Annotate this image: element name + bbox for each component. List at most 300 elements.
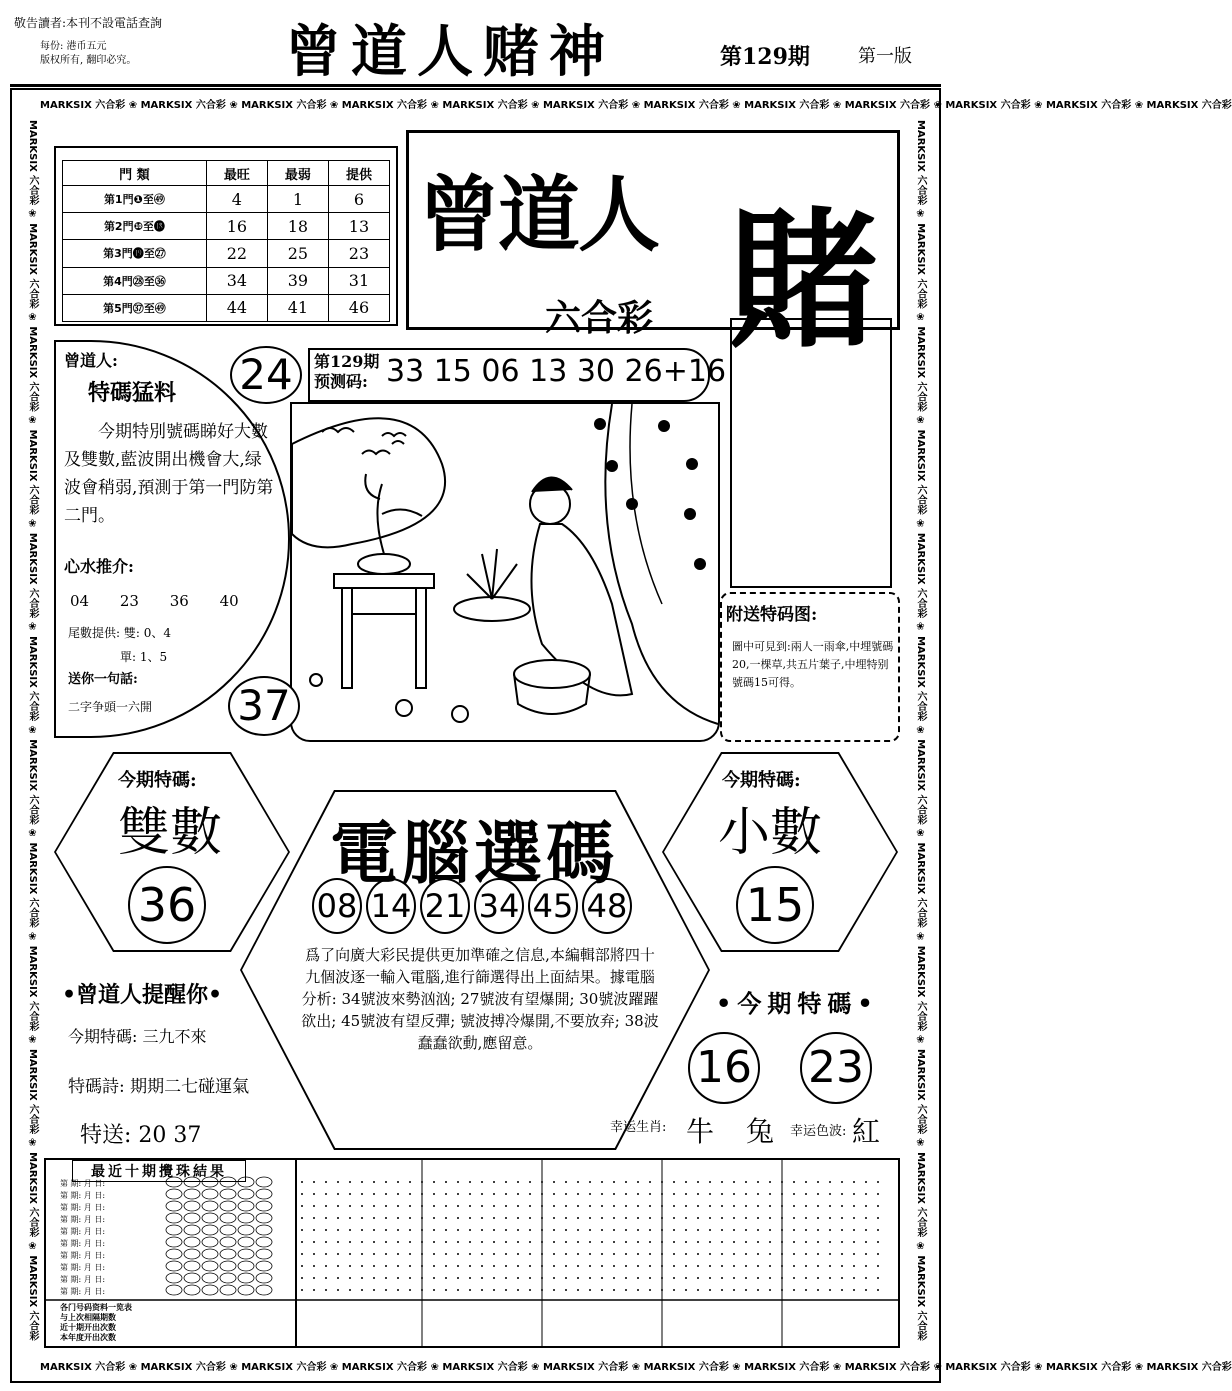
grid-dot [637, 1229, 639, 1231]
grid-dot [349, 1181, 351, 1183]
grid-dot [337, 1289, 339, 1291]
grid-dot [493, 1253, 495, 1255]
grid-dot [829, 1241, 831, 1243]
history-ball-slot [184, 1249, 200, 1259]
grid-dot [817, 1289, 819, 1291]
special-number-2: 23 [800, 1032, 872, 1104]
grid-dot [433, 1265, 435, 1267]
grid-dot [517, 1289, 519, 1291]
grid-dot [613, 1241, 615, 1243]
grid-dot [877, 1277, 879, 1279]
grid-dot [793, 1277, 795, 1279]
special-title: •今期特碼• [716, 989, 879, 1018]
grid-dot [793, 1253, 795, 1255]
gift-text: 圖中可見到:兩人一雨傘,中埋號碼20,一棵草,共五片葉子,中埋特别號碼15可得。 [732, 640, 894, 689]
grid-dot [769, 1253, 771, 1255]
grid-dot [313, 1253, 315, 1255]
table-row [63, 213, 390, 240]
cell-offer: 23 [328, 240, 389, 267]
history-ball-slot [166, 1273, 182, 1283]
grid-dot [361, 1181, 363, 1183]
grid-dot [877, 1205, 879, 1207]
grid-dot [817, 1265, 819, 1267]
grid-dot [505, 1181, 507, 1183]
grid-dot [685, 1277, 687, 1279]
history-ball-slot [202, 1285, 218, 1295]
grid-dot [817, 1241, 819, 1243]
history-ball-slot [166, 1285, 182, 1295]
grid-dot [817, 1217, 819, 1219]
left-hex-big-text: 雙數 [118, 803, 223, 863]
grid-dot [301, 1205, 303, 1207]
grid-dot [601, 1265, 603, 1267]
grid-dot [349, 1193, 351, 1195]
grid-dot [553, 1241, 555, 1243]
copyright-line: 版权所有, 翻印必究。 [40, 55, 137, 66]
history-ball-slot [184, 1213, 200, 1223]
grid-dot [841, 1217, 843, 1219]
grid-dot [829, 1277, 831, 1279]
computer-title: 電腦選碼 [330, 814, 619, 894]
grid-dot [505, 1193, 507, 1195]
grid-dot [457, 1193, 459, 1195]
grid-dot [613, 1205, 615, 1207]
grid-dot [685, 1181, 687, 1183]
history-ball-slot [202, 1261, 218, 1271]
grid-dot [301, 1289, 303, 1291]
grid-dot [409, 1241, 411, 1243]
grid-dot [817, 1277, 819, 1279]
grid-dot [853, 1289, 855, 1291]
grid-dot [877, 1217, 879, 1219]
saying-text: 二字争頭一六開 [68, 700, 153, 714]
grid-dot [601, 1217, 603, 1219]
grid-dot [685, 1241, 687, 1243]
grid-dot [649, 1205, 651, 1207]
grid-dot [445, 1277, 447, 1279]
history-ball-slot [220, 1237, 236, 1247]
lucky-zodiac: 牛 [686, 1115, 715, 1148]
grid-dot [721, 1229, 723, 1231]
history-ball-slot [256, 1225, 272, 1235]
marksix-strip-left: MARKSIX 六合彩 ❀ MARKSIX 六合彩 ❀ MARKSIX 六合彩 ❀ MARKSIX 六合彩 ❀ MARKSIX 六合彩 ❀ MARKSIX 六合彩 ❀ MARKSIX 六合彩 ❀ MARKSIX 六合彩 ❀ MARKSIX 六合彩 ❀ MARKSIX 六合彩 ❀ MARKSIX 六合彩 ❀ MARKSIX 六合彩 [27, 120, 38, 1341]
grid-dot [433, 1181, 435, 1183]
grid-dot [565, 1277, 567, 1279]
header-cell: 提供 [328, 161, 389, 186]
recommend-label: 心水推介: [64, 557, 134, 576]
grid-dot [577, 1229, 579, 1231]
grid-dot [601, 1289, 603, 1291]
grid-dot [805, 1277, 807, 1279]
grid-dot [589, 1253, 591, 1255]
edition-label: 第一版 [858, 46, 912, 67]
grid-dot [601, 1205, 603, 1207]
grid-dot [637, 1241, 639, 1243]
grid-dot [745, 1193, 747, 1195]
grid-dot [601, 1229, 603, 1231]
grid-dot [637, 1181, 639, 1183]
grid-dot [301, 1217, 303, 1219]
grid-dot [601, 1241, 603, 1243]
grid-dot [433, 1277, 435, 1279]
grid-dot [865, 1205, 867, 1207]
grid-dot [745, 1241, 747, 1243]
grid-dot [373, 1193, 375, 1195]
grid-dot [301, 1277, 303, 1279]
grid-dot [697, 1253, 699, 1255]
prediction-numbers: 33 15 06 13 30 26+16 [386, 354, 727, 389]
grid-dot [877, 1193, 879, 1195]
grid-dot [349, 1229, 351, 1231]
grid-dot [649, 1241, 651, 1243]
left-hex-number: 36 [128, 866, 206, 944]
grid-dot [805, 1241, 807, 1243]
grid-dot [313, 1229, 315, 1231]
grid-dot [637, 1253, 639, 1255]
grid-dot [793, 1241, 795, 1243]
history-row-label: 第 期: 月 日: [60, 1227, 106, 1236]
grid-dot [373, 1253, 375, 1255]
grid-dot [685, 1229, 687, 1231]
grid-dot [673, 1265, 675, 1267]
grid-dot [853, 1253, 855, 1255]
grid-dot [397, 1205, 399, 1207]
grid-dot [337, 1229, 339, 1231]
grid-dot [373, 1205, 375, 1207]
grid-dot [373, 1277, 375, 1279]
tail-numbers-even: 尾數提供: 雙: 0、4 [68, 626, 171, 640]
history-ball-slot [238, 1225, 254, 1235]
grid-dot [301, 1229, 303, 1231]
grid-dot [697, 1181, 699, 1183]
history-row-label: 第 期: 月 日: [60, 1215, 106, 1224]
grid-dot [337, 1193, 339, 1195]
grid-dot [445, 1289, 447, 1291]
grid-dot [625, 1241, 627, 1243]
history-ball-slot [202, 1225, 218, 1235]
lucky-color-label: 幸运色波: [790, 1124, 847, 1139]
cell-min: 18 [267, 213, 328, 240]
grid-dot [397, 1253, 399, 1255]
grid-dot [493, 1205, 495, 1207]
grid-dot [841, 1181, 843, 1183]
grid-dot [577, 1193, 579, 1195]
grid-dot [721, 1193, 723, 1195]
grid-dot [613, 1265, 615, 1267]
grid-dot [877, 1289, 879, 1291]
grid-dot [745, 1229, 747, 1231]
grid-dot [385, 1277, 387, 1279]
cell-min: 41 [267, 294, 328, 321]
grid-dot [469, 1289, 471, 1291]
grid-dot [481, 1253, 483, 1255]
grid-dot [505, 1277, 507, 1279]
grid-dot [565, 1241, 567, 1243]
history-ball-slot [166, 1261, 182, 1271]
history-ball-slot [184, 1201, 200, 1211]
grid-dot [361, 1277, 363, 1279]
history-ball-slot [166, 1225, 182, 1235]
grid-dot [685, 1217, 687, 1219]
grid-dot [625, 1265, 627, 1267]
history-ball-slot [202, 1201, 218, 1211]
grid-dot [349, 1241, 351, 1243]
header-cell: 最旺 [206, 161, 267, 186]
grid-dot [361, 1241, 363, 1243]
grid-dot [445, 1193, 447, 1195]
grid-dot [589, 1229, 591, 1231]
grid-dot [745, 1277, 747, 1279]
grid-dot [757, 1253, 759, 1255]
grid-dot [709, 1253, 711, 1255]
table-row [63, 240, 390, 267]
grid-dot [349, 1217, 351, 1219]
cell-max: 22 [206, 240, 267, 267]
grid-dot [745, 1217, 747, 1219]
grid-dot [589, 1217, 591, 1219]
door-table [62, 160, 390, 322]
cell-max: 34 [206, 267, 267, 294]
lucky-zodiac-2: 兔 [746, 1115, 775, 1148]
grid-dot [373, 1265, 375, 1267]
history-ball-slot [220, 1249, 236, 1259]
computer-number: 34 [474, 878, 524, 934]
grid-dot [577, 1241, 579, 1243]
history-ball-slot [202, 1237, 218, 1247]
grid-dot [469, 1241, 471, 1243]
grid-dot [433, 1193, 435, 1195]
grid-dot [517, 1205, 519, 1207]
grid-dot [769, 1241, 771, 1243]
grid-dot [709, 1229, 711, 1231]
grid-dot [733, 1277, 735, 1279]
grid-dot [625, 1253, 627, 1255]
grid-dot [733, 1229, 735, 1231]
grid-dot [649, 1229, 651, 1231]
grid-dot [877, 1181, 879, 1183]
grid-dot [493, 1217, 495, 1219]
logo-big-char: 賭 [728, 193, 879, 369]
grid-dot [433, 1229, 435, 1231]
grid-dot [409, 1277, 411, 1279]
grid-dot [625, 1277, 627, 1279]
grid-dot [793, 1181, 795, 1183]
grid-dot [673, 1217, 675, 1219]
grid-dot [493, 1277, 495, 1279]
history-ball-slot [184, 1225, 200, 1235]
grid-dot [733, 1265, 735, 1267]
grid-dot [853, 1217, 855, 1219]
summary-label: 与上次相隔期数 [60, 1313, 116, 1322]
grid-dot [589, 1265, 591, 1267]
grid-dot [553, 1193, 555, 1195]
gift-title: 附送特码图: [726, 605, 818, 625]
grid-dot [505, 1289, 507, 1291]
grid-dot [469, 1265, 471, 1267]
circle-number-top: 24 [230, 346, 302, 404]
computer-number: 48 [582, 878, 632, 934]
grid-dot [553, 1253, 555, 1255]
grid-dot [553, 1289, 555, 1291]
grid-dot [841, 1253, 843, 1255]
grid-dot [685, 1265, 687, 1267]
grid-dot [313, 1265, 315, 1267]
grid-dot [745, 1205, 747, 1207]
grid-dot [385, 1229, 387, 1231]
grid-dot [589, 1193, 591, 1195]
grid-dot [337, 1241, 339, 1243]
grid-dot [733, 1289, 735, 1291]
cell-max: 4 [206, 186, 267, 213]
grid-dot [829, 1253, 831, 1255]
grid-dot [613, 1181, 615, 1183]
grid-dot [865, 1181, 867, 1183]
grid-dot [673, 1205, 675, 1207]
computer-number: 08 [312, 878, 362, 934]
grid-dot [877, 1253, 879, 1255]
grid-dot [529, 1277, 531, 1279]
grid-dot [793, 1217, 795, 1219]
history-row-label: 第 期: 月 日: [60, 1179, 106, 1188]
grid-dot [841, 1289, 843, 1291]
grid-dot [649, 1265, 651, 1267]
grid-dot [457, 1217, 459, 1219]
history-row-label: 第 期: 月 日: [60, 1239, 106, 1248]
grid-dot [457, 1277, 459, 1279]
grid-dot [769, 1181, 771, 1183]
grid-dot [841, 1205, 843, 1207]
history-row-label: 第 期: 月 日: [60, 1275, 106, 1284]
grid-dot [829, 1229, 831, 1231]
grid-dot [553, 1229, 555, 1231]
grid-dot [349, 1253, 351, 1255]
grid-dot [709, 1217, 711, 1219]
grid-dot [709, 1205, 711, 1207]
grid-dot [745, 1181, 747, 1183]
grid-dot [757, 1217, 759, 1219]
history-ball-slot [238, 1237, 254, 1247]
grid-dot [445, 1241, 447, 1243]
grid-dot [517, 1265, 519, 1267]
header-cell: 最弱 [267, 161, 328, 186]
grid-dot [673, 1289, 675, 1291]
grid-dot [481, 1241, 483, 1243]
grid-dot [637, 1277, 639, 1279]
grid-dot [865, 1253, 867, 1255]
door-label: 第2門❿至⓲ [63, 213, 207, 240]
grid-dot [769, 1265, 771, 1267]
grid-dot [577, 1265, 579, 1267]
history-ball-slot [220, 1261, 236, 1271]
grid-dot [637, 1205, 639, 1207]
tips-heading: 特碼猛料 [88, 380, 177, 406]
lucky-zodiac-label: 幸运生肖: [610, 1120, 667, 1135]
reminder-bonus: 特送: 20 37 [80, 1123, 202, 1148]
grid-dot [493, 1229, 495, 1231]
grid-dot [817, 1181, 819, 1183]
computer-number: 14 [366, 878, 416, 934]
grid-dot [325, 1241, 327, 1243]
grid-dot [457, 1241, 459, 1243]
grid-dot [553, 1205, 555, 1207]
history-ball-slot [220, 1189, 236, 1199]
cell-max: 44 [206, 294, 267, 321]
history-grid [46, 1160, 898, 1346]
tips-body: 今期特別號碼睇好大數及雙數,藍波開出機會大,绿波會稍弱,預測于第一門防第二門。 [64, 422, 274, 526]
tips-author: 曾道人: [64, 351, 118, 370]
grid-dot [613, 1217, 615, 1219]
grid-dot [565, 1289, 567, 1291]
grid-dot [625, 1205, 627, 1207]
grid-dot [721, 1217, 723, 1219]
grid-dot [757, 1241, 759, 1243]
grid-dot [817, 1253, 819, 1255]
history-ball-slot [238, 1261, 254, 1271]
grid-dot [385, 1289, 387, 1291]
grid-dot [853, 1193, 855, 1195]
grid-dot [721, 1265, 723, 1267]
grid-dot [445, 1265, 447, 1267]
grid-dot [481, 1265, 483, 1267]
grid-dot [325, 1277, 327, 1279]
grid-dot [637, 1265, 639, 1267]
grid-dot [685, 1289, 687, 1291]
grid-dot [397, 1241, 399, 1243]
grid-dot [673, 1229, 675, 1231]
grid-dot [481, 1217, 483, 1219]
grid-dot [577, 1181, 579, 1183]
grid-dot [625, 1217, 627, 1219]
grid-dot [361, 1289, 363, 1291]
grid-dot [757, 1265, 759, 1267]
grid-dot [721, 1241, 723, 1243]
grid-dot [337, 1205, 339, 1207]
grid-dot [613, 1277, 615, 1279]
grid-dot [865, 1289, 867, 1291]
grid-dot [697, 1205, 699, 1207]
grid-dot [841, 1193, 843, 1195]
grid-dot [757, 1289, 759, 1291]
grid-dot [469, 1217, 471, 1219]
grid-dot [853, 1241, 855, 1243]
grid-dot [409, 1193, 411, 1195]
grid-dot [613, 1289, 615, 1291]
grid-dot [577, 1289, 579, 1291]
grid-dot [457, 1289, 459, 1291]
grid-dot [529, 1217, 531, 1219]
grid-dot [433, 1241, 435, 1243]
history-ball-slot [166, 1249, 182, 1259]
grid-dot [601, 1193, 603, 1195]
grid-dot [517, 1181, 519, 1183]
grid-dot [697, 1229, 699, 1231]
grid-dot [805, 1229, 807, 1231]
grid-dot [529, 1241, 531, 1243]
grid-dot [565, 1229, 567, 1231]
grid-dot [673, 1277, 675, 1279]
grid-dot [433, 1205, 435, 1207]
grid-dot [601, 1181, 603, 1183]
grid-dot [841, 1229, 843, 1231]
grid-dot [613, 1193, 615, 1195]
history-ball-slot [184, 1237, 200, 1247]
grid-dot [517, 1193, 519, 1195]
marksix-strip-right: MARKSIX 六合彩 ❀ MARKSIX 六合彩 ❀ MARKSIX 六合彩 ❀ MARKSIX 六合彩 ❀ MARKSIX 六合彩 ❀ MARKSIX 六合彩 ❀ MARKSIX 六合彩 ❀ MARKSIX 六合彩 ❀ MARKSIX 六合彩 ❀ MARKSIX 六合彩 ❀ MARKSIX 六合彩 ❀ MARKSIX 六合彩 [915, 120, 926, 1341]
grid-dot [721, 1277, 723, 1279]
grid-dot [481, 1205, 483, 1207]
grid-dot [829, 1289, 831, 1291]
grid-dot [769, 1217, 771, 1219]
